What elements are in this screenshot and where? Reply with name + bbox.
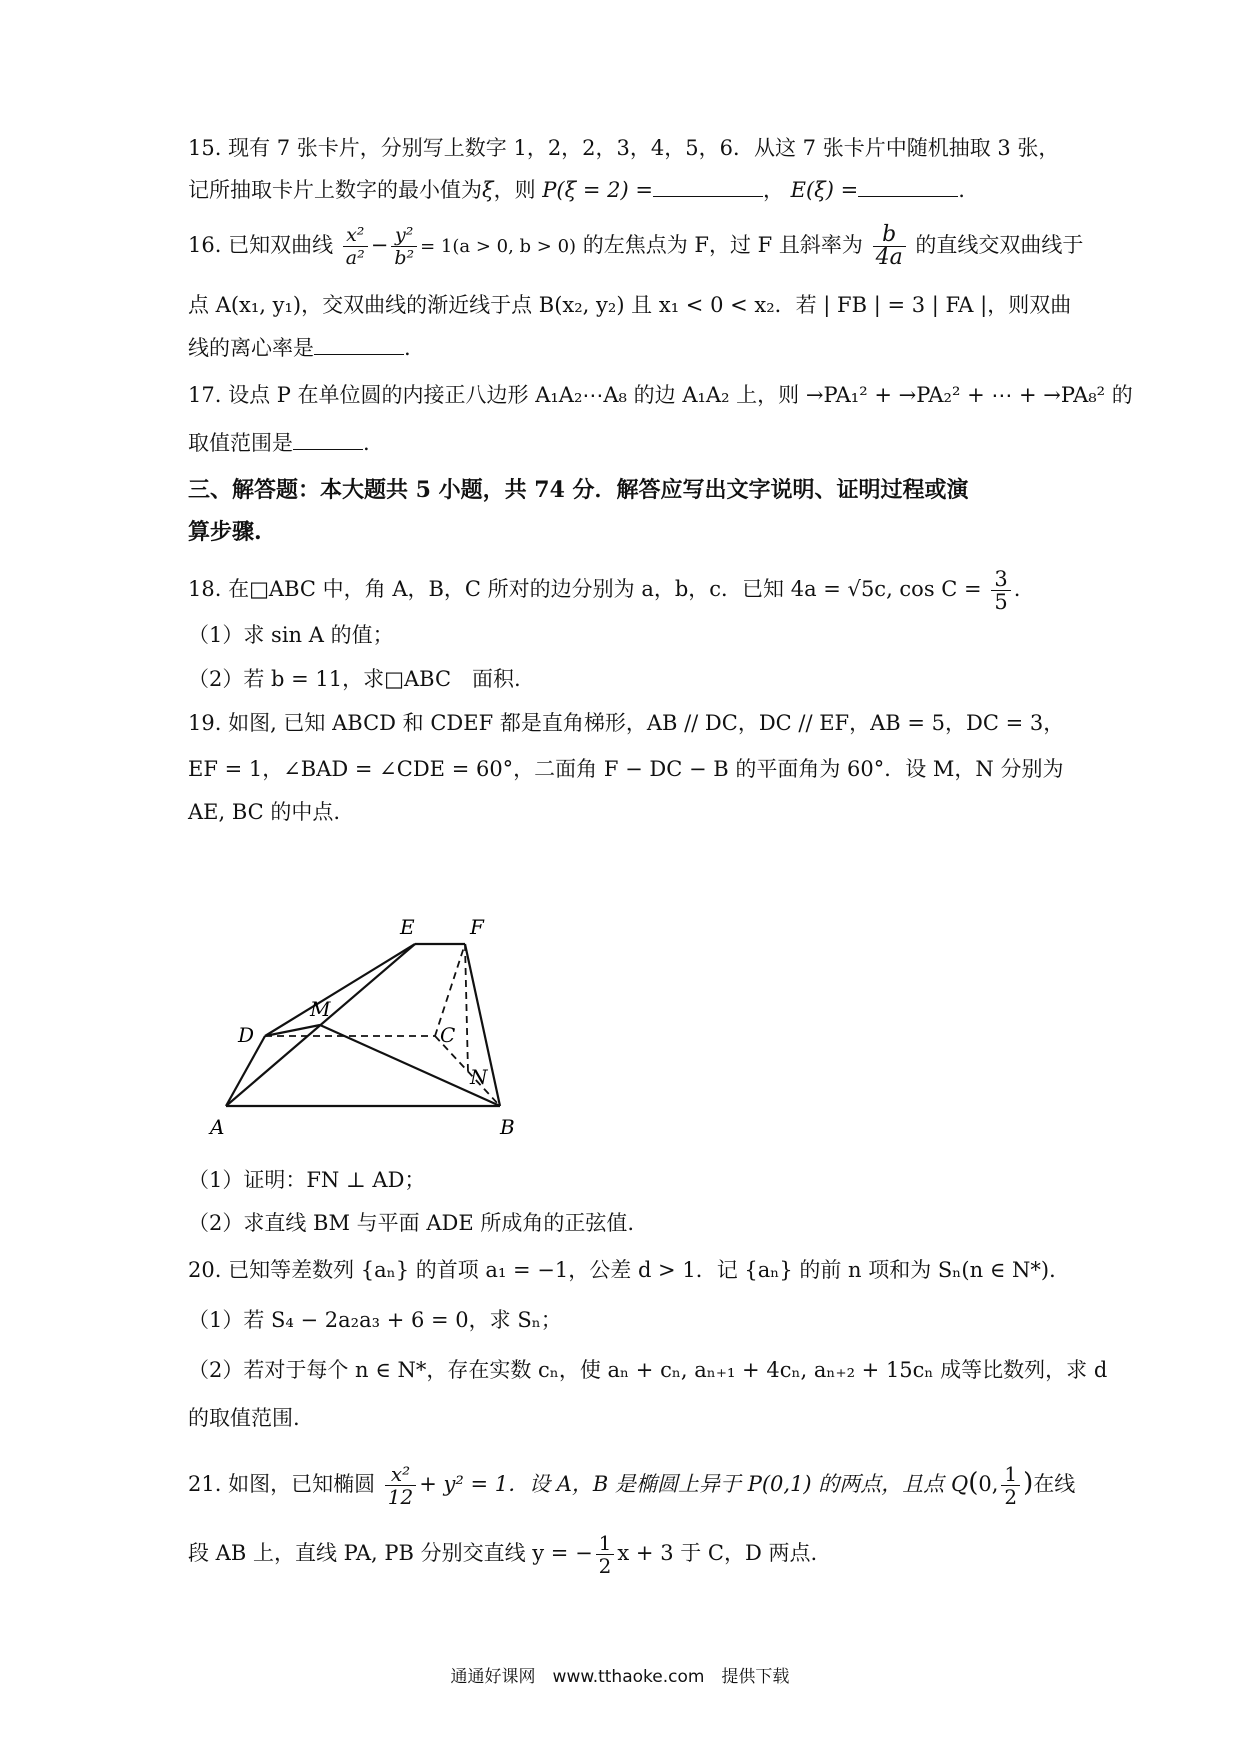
label-d: D	[238, 1023, 255, 1047]
q20-part2-cont: 的取值范围.	[188, 1406, 300, 1430]
label-f: F	[470, 915, 484, 939]
q20-part2: （2）若对于每个 n ∈ N*，存在实数 cₙ，使 aₙ + cₙ, aₙ₊₁ + 4cₙ, aₙ₊₂ + 15cₙ 成等比数列，求 d	[188, 1358, 1108, 1382]
q18-part1: （1）求 sin A 的值；	[188, 623, 394, 647]
page-footer: 通通好课网 www.tthaoke.com 提供下载	[450, 1667, 790, 1687]
answer-blank	[653, 176, 763, 197]
q16-line3: 线的离心率是 .	[188, 336, 411, 360]
q19-part1: （1）证明：FN ⊥ AD；	[188, 1168, 426, 1192]
q17-line1: 17. 设点 P 在单位圆的内接正八边形 A₁A₂⋯A₈ 的边 A₁A₂ 上，则 →PA₁² + →PA₂² + ⋯ + →PA₈² 的	[188, 383, 1133, 407]
q18-part2: （2）若 b = 11，求□ABC 面积.	[188, 667, 521, 691]
q19-line3: AE, BC 的中点.	[188, 800, 341, 824]
label-b: B	[500, 1115, 515, 1139]
q16-line1: 16. 已知双曲线 $\frac{\text{x²}}{\text{a²}}$ − $\frac{\text{y²}}{\text{b²}}$ = 1(a > 0, b > 0) 的左焦点为 F，过 F 且斜率为 $\frac{b}{4a}$ 的直线交双曲线于	[188, 222, 1084, 270]
q18-line1: 18. 在□ABC 中，角 A，B，C 所对的边分别为 a，b，c．已知 4a = √5c, cos C = $\frac{3}{5}$ .	[188, 567, 1021, 614]
label-c: C	[440, 1023, 456, 1047]
q20-part1: （1）若 S₄ − 2a₂a₃ + 6 = 0，求 Sₙ；	[188, 1308, 562, 1332]
label-a: A	[210, 1115, 225, 1139]
label-m: M	[310, 997, 331, 1021]
q21-line2: 段 AB 上，直线 PA, PB 分别交直线 y = − $\frac{1}{2}$ x + 3 于 C，D 两点.	[188, 1531, 818, 1578]
geometry-figure	[190, 912, 520, 1152]
section-heading-cont: 算步骤.	[188, 519, 262, 545]
edge-de	[265, 944, 415, 1036]
answer-blank	[314, 334, 404, 355]
q15-line2: 记所抽取卡片上数字的最小值为ξ，则 P(ξ = 2) = ， E(ξ) = .	[188, 178, 965, 202]
answer-blank	[293, 429, 363, 450]
q21-line1: 21. 如图，已知椭圆 $\frac{\text{x²}}{12}$ + y² = 1．设 A，B 是椭圆上异于 P(0,1) 的两点，且点 Q(0, $\frac{1}{2}$ )在线	[188, 1462, 1076, 1509]
q20-line1: 20. 已知等差数列 {aₙ} 的首项 a₁ = −1，公差 d > 1．记 {aₙ} 的前 n 项和为 Sₙ(n ∈ N*)．	[188, 1258, 1071, 1282]
q19-line1: 19. 如图, 已知 ABCD 和 CDEF 都是直角梯形，AB // DC，DC // EF，AB = 5，DC = 3，	[188, 711, 1065, 735]
q19-line2: EF = 1，∠BAD = ∠CDE = 60°，二面角 F − DC − B 的平面角为 60°．设 M，N 分别为	[188, 757, 1064, 781]
section-heading: 三、解答题：本大题共 5 小题，共 74 分．解答应写出文字说明、证明过程或演	[188, 477, 969, 503]
answer-blank	[858, 176, 958, 197]
q19-part2: （2）求直线 BM 与平面 ADE 所成角的正弦值.	[188, 1211, 635, 1235]
q16-line2: 点 A(x₁, y₁)，交双曲线的渐近线于点 B(x₂, y₂) 且 x₁ < 0 < x₂．若 | FB | = 3 | FA |，则双曲	[188, 293, 1072, 317]
edge-fn-hidden	[465, 944, 468, 1072]
label-n: N	[470, 1065, 488, 1089]
q15-line1: 15. 现有 7 张卡片，分别写上数字 1，2，2，3，4，5，6．从这 7 张卡片中随机抽取 3 张，	[188, 136, 1060, 160]
label-e: E	[400, 915, 415, 939]
q17-line2: 取值范围是 .	[188, 431, 370, 455]
